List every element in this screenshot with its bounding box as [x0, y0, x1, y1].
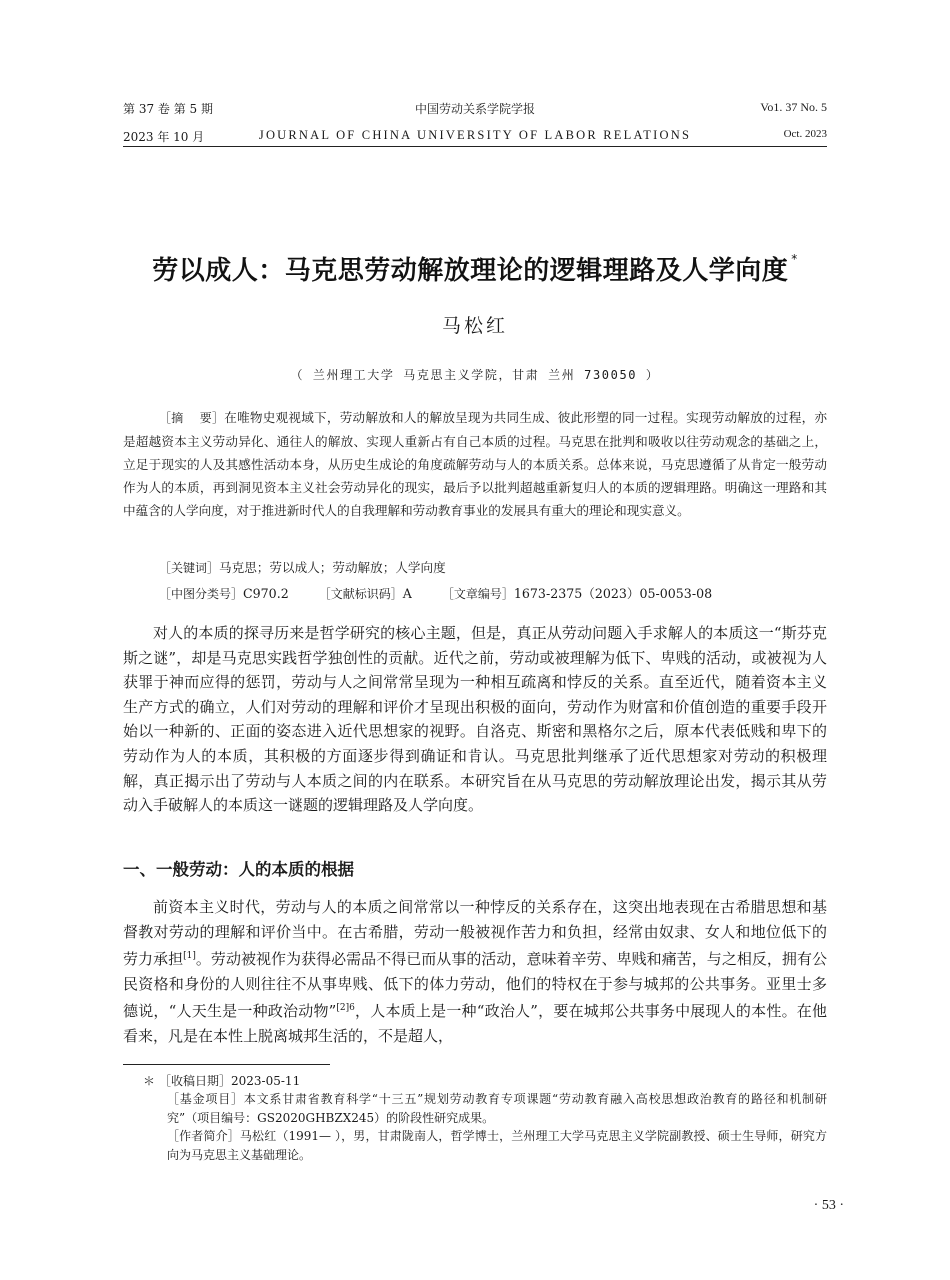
article-number-value: 1673-2375（2023）05-0053-08 [513, 586, 713, 601]
para-text-b: 。劳动被视作为获得必需品不得已而从事的活动，意味着辛劳、卑贱和痛苦，与之相反，拥有公民资格和身份的人则往往不从事卑贱、低下的体力劳动，他们的特权在于参与城邦的公共事务。亚里士多德说，“人天生是一种政治动物” [123, 950, 827, 1021]
citation-ref: [2]6 [336, 1003, 355, 1014]
footnote-author-bio [123, 1127, 827, 1164]
body-paragraph-intro: 对人的本质的探寻历来是哲学研究的核心主题，但是，真正从劳动问题入手求解人的本质这一“斯芬克斯之谜”，却是马克思实践哲学独创性的贡献。近代之前，劳动或被理解为低下、卑贱的活动，或被视为人获罪于神而应得的惩罚，劳动与人之间常常呈现为一种相互疏离和悖反的关系。直至近代，随着资本主义生产方式的确立，人们对劳动的理解和评价才呈现出积极的面向，劳动作为财富和价值创造的重要手段开始以一种新的、正面的姿态进入近代思想家的视野。自洛克、斯密和黑格尔之后，原本代表低贱和卑下的劳动作为人的本质，其积极的方面逐步得到确证和肯认。马克思批判继承了近代思想家对劳动的积极理解，真正揭示出了劳动与人本质之间的内在联系。本研究旨在从马克思的劳动解放理论出发，揭示其从劳动入手破解人的本质这一谜题的逻辑理路及人学向度。 [123, 624, 827, 815]
article-number-label: ［文章编号］ [441, 587, 514, 601]
received-label: ［收稿日期］ [159, 1074, 232, 1088]
para-text-a: 前资本主义时代，劳动与人的本质之间常常以一种悖反的关系存在，这突出地表现在古希腊思想和基督教对劳动的理解和评价当中。在古希腊，劳动一般被视作苦力和负担，经常由奴隶、女人和地位低下的劳力承担 [123, 898, 827, 969]
body-paragraph-section1 [123, 895, 827, 1049]
keywords [159, 556, 827, 580]
classification-line [159, 582, 827, 606]
bio-label: ［作者简介］ [167, 1129, 240, 1143]
article-title [123, 250, 827, 287]
footnote-received [123, 1072, 827, 1091]
abstract [123, 406, 827, 522]
keywords-label: ［关键词］ [159, 561, 220, 575]
clc-value: C970.2 [243, 586, 289, 601]
abstract-text: 在唯物史观视域下，劳动解放和人的解放呈现为共同生成、彼此形塑的同一过程。实现劳动解放的过程，亦是超越资本主义劳动异化、通往人的解放、实现人重新占有自己本质的过程。马克思在批判和吸收以往劳动观念的基础之上，立足于现实的人及其感性活动本身，从历史生成论的角度疏解劳动与人的本质关系。总体来说，马克思遵循了从肯定一般劳动作为人的本质，再到洞见资本主义社会劳动异化的现实，最后予以批判超越重新复归人的本质的逻辑理路。明确这一理路和其中蕴含的人学向度，对于推进新时代人的自我理解和劳动教育事业的发展具有重大的理论和现实意义。 [123, 410, 827, 518]
article-title-text: 劳以成人：马克思劳动解放理论的逻辑理路及人学向度 [152, 256, 789, 286]
footnote-rule [123, 1064, 330, 1065]
author-affiliation: （ 兰州理工大学 马克思主义学院，甘肃 兰州 730050 ） [290, 368, 660, 382]
footnote-mark: ＊ [142, 1074, 155, 1088]
doc-code-label: ［文献标识码］ [318, 587, 403, 601]
section-heading: 一、一般劳动：人的本质的根据 [123, 860, 354, 879]
para-text-c: ，人本质上是一种“政治人”，要在城邦公共事务中展现人的本性。在他看来，凡是在本性上脱离城邦生活的，不是超人， [123, 1002, 828, 1045]
fund-label: ［基金项目］ [167, 1092, 244, 1106]
volume-issue-en: Vo1. 37 No. 5 [760, 100, 827, 114]
date-en: Oct. 2023 [783, 128, 827, 140]
author-name: 马松红 [441, 315, 508, 337]
doc-code-value: A [402, 586, 412, 601]
journal-name-cn: 中国劳动关系学院学报 [414, 102, 535, 116]
footnote-fund [123, 1090, 827, 1127]
title-footnote-mark: * [791, 252, 798, 267]
citation-ref: [1] [183, 951, 196, 962]
header-rule [123, 146, 827, 147]
date-cn: 2023 年 10 月 [123, 130, 205, 144]
page-number: · 53 · [813, 1198, 844, 1213]
abstract-label: ［摘 要］ [159, 411, 225, 425]
keywords-text: 马克思；劳以成人；劳动解放；人学向度 [219, 560, 446, 575]
bio-text: 马松红（1991— ），男，甘肃陇南人，哲学博士，兰州理工大学马克思主义学院副教授、硕士生导师，研究方向为马克思主义基础理论。 [167, 1129, 827, 1162]
fund-text: 本文系甘肃省教育科学“十三五”规划劳动教育专项课题“劳动教育融入高校思想政治教育的路径和机制研究”（项目编号：GS2020GHBZX245）的阶段性研究成果。 [167, 1092, 827, 1125]
clc-label: ［中图分类号］ [159, 587, 244, 601]
journal-name-en: JOURNAL OF CHINA UNIVERSITY OF LABOR RELATIONS [258, 128, 692, 142]
volume-issue-cn: 第 37 卷 第 5 期 [123, 102, 213, 116]
received-value: 2023-05-11 [231, 1074, 301, 1088]
